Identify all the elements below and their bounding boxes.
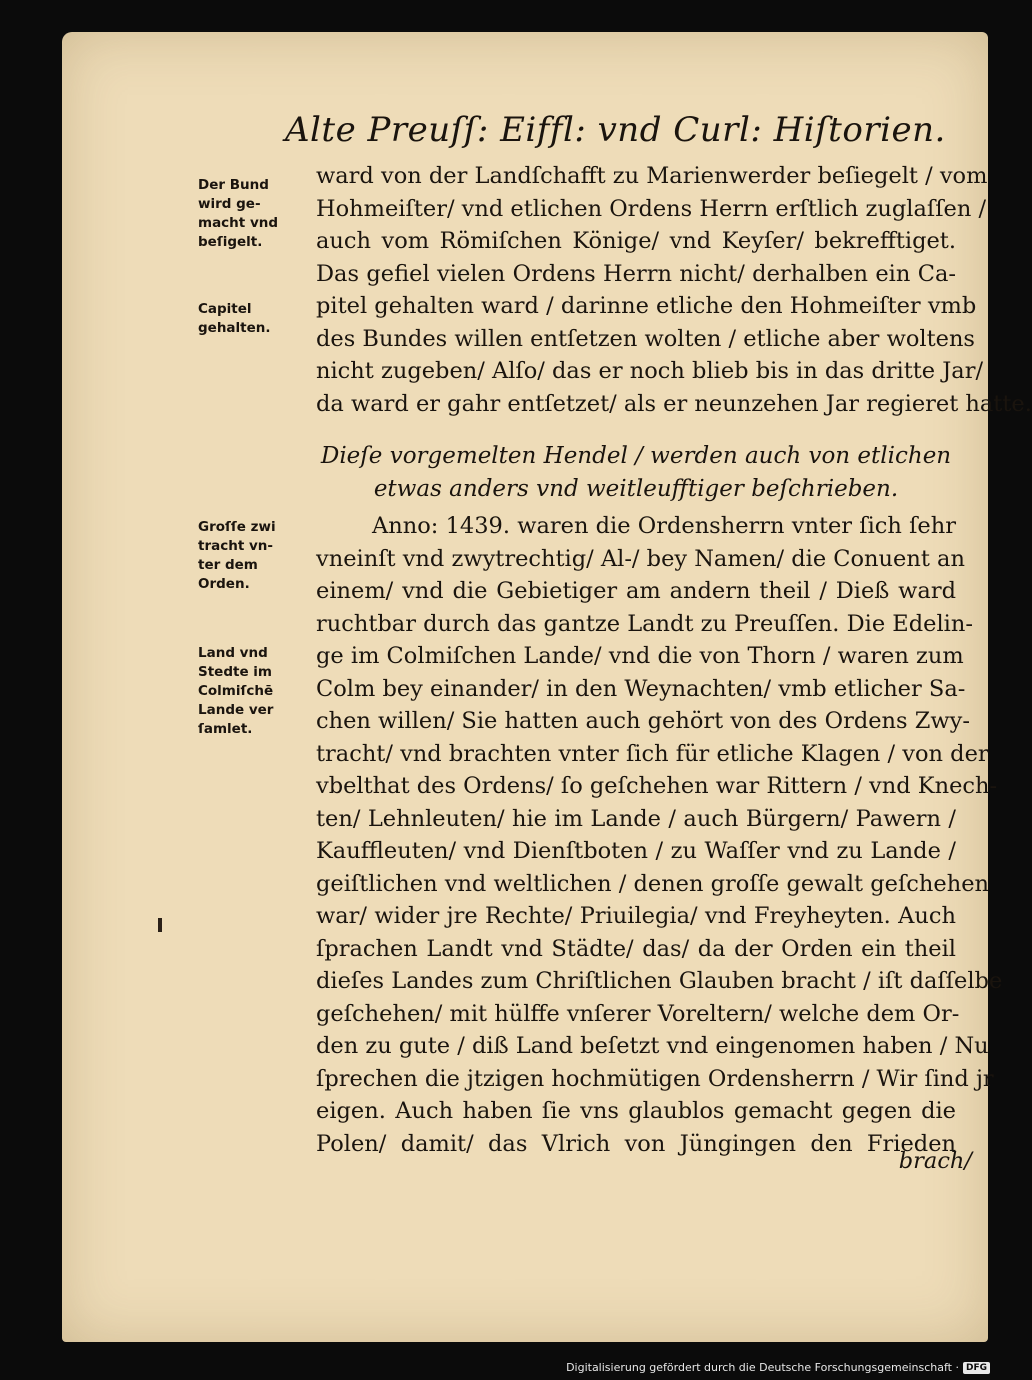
text-line: ruchtbar durch das gantze Landt zu Preuſſen. Die Edelin- — [316, 610, 973, 637]
dfg-logo: DFG — [963, 1362, 990, 1374]
text-line: chen willen/ Sie hatten auch gehört von des Ordens Zwy- — [316, 708, 970, 734]
margin-note-line: Lande ver — [198, 702, 274, 718]
text-line: den zu gute / diß Land beſetzt vnd eingenomen haben / Nu — [316, 1033, 989, 1059]
heading-line: Dieſe vorgemelten Hendel / werden auch von etlichen — [320, 443, 952, 469]
ink-mark — [158, 918, 162, 932]
text-line: vneinſt vnd zwytrechtig/ Al-/ bey Namen/ die Conuent an — [316, 545, 965, 572]
margin-note-line: Orden. — [198, 576, 250, 592]
text-line: des Bundes willen entſetzen wolten / etliche aber woltens — [316, 325, 975, 352]
text-line: geſchehen/ mit hülffe vnſerer Voreltern/ welche dem Or- — [316, 1000, 960, 1027]
text-line: Das gefiel vielen Ordens Herrn nicht/ derhalben ein Ca- — [316, 260, 956, 287]
margin-note-line: Capitel — [198, 301, 252, 317]
margin-note-line: Land vnd — [198, 645, 268, 661]
text-line: Hohmeiſter/ vnd etlichen Ordens Herrn erſtlich zuglaſſen / — [316, 195, 987, 222]
margin-note-zwitracht — [198, 518, 310, 594]
margin-note-line: Stedte im — [198, 664, 272, 680]
text-line: Colm bey einander/ in den Weynachten/ vmb etlicher Sa- — [316, 675, 966, 702]
text-line: Polen/ damit/ das Vlrich von Jüngingen den Frieden — [316, 1130, 956, 1157]
margin-note-capitel — [198, 300, 310, 338]
text-line: da ward er gahr entſetzet/ als er neunzehen Jar regieret hatte. — [316, 390, 1032, 417]
text-line: dieſes Landes zum Chriſtlichen Glauben bracht / iſt daſſelbe — [316, 968, 1003, 994]
running-header: Alte Preuſſ: Eiffl: vnd Curl: Hiſtorien. — [285, 110, 946, 150]
margin-note-line: Groſſe zwi — [198, 519, 276, 535]
text-line: Kauffleuten/ vnd Dienſtboten / zu Waſſer vnd zu Lande / — [316, 838, 956, 864]
margin-note-line: Colmiſchē — [198, 683, 274, 699]
text-line: nicht zugeben/ Alſo/ das er noch blieb bis in das dritte Jar/ — [316, 358, 984, 384]
text-line: ten/ Lehnleuten/ hie im Lande / auch Bürgern/ Pawern / — [316, 805, 956, 832]
text-line: geiſtlichen vnd weltlichen / denen groſſe gewalt geſchehen — [316, 870, 990, 897]
margin-note-line: ſamlet. — [198, 721, 253, 737]
catchword: brach/ — [898, 1148, 972, 1174]
margin-note-line: ter dem — [198, 557, 258, 573]
text-line: vbelthat des Ordens/ ſo geſchehen war Rittern / vnd Knech- — [316, 773, 998, 799]
text-line: eigen. Auch haben ſie vns glaublos gemacht gegen die — [316, 1098, 956, 1124]
margin-note-colm — [198, 644, 310, 739]
paragraph-2 — [316, 510, 1003, 1160]
text-line: pitel gehalten ward / darinne etliche den Hohmeiſter vmb — [316, 293, 977, 319]
margin-note-line: macht vnd — [198, 215, 279, 231]
footer-credit — [566, 1361, 990, 1374]
margin-note-line: beſigelt. — [198, 234, 263, 250]
heading-line: etwas anders vnd weitleufftiger beſchrieben. — [373, 475, 899, 502]
section-heading — [316, 440, 956, 505]
text-line: tracht/ vnd brachten vnter ſich für etliche Klagen / von der — [316, 740, 989, 767]
margin-note-bund — [198, 176, 310, 252]
text-line: auch vom Römiſchen Könige/ vnd Keyſer/ bekrefftiget. — [316, 228, 956, 254]
footer-text: Digitalisierung gefördert durch die Deutsche Forschungsgemeinschaft · — [566, 1361, 959, 1374]
text-line: ward von der Landſchafft zu Marienwerder beſiegelt / vom — [316, 163, 988, 189]
text-line: einem/ vnd die Gebietiger am andern theil / Dieß ward — [316, 578, 956, 604]
text-line: ſprechen die jtzigen hochmütigen Ordensherrn / Wir ſind jr — [316, 1065, 994, 1092]
paragraph-1 — [316, 160, 1032, 420]
margin-note-line: Der Bund — [198, 177, 269, 193]
text-line: ge im Colmiſchen Lande/ vnd die von Thorn / waren zum — [316, 643, 964, 669]
text-line: war/ wider jre Rechte/ Priuilegia/ vnd Freyheyten. Auch — [316, 903, 956, 929]
margin-note-line: wird ge- — [198, 196, 261, 212]
margin-note-line: tracht vn- — [198, 538, 274, 554]
text-line: ſprachen Landt vnd Städte/ das/ da der Orden ein theil — [316, 935, 956, 962]
margin-note-line: gehalten. — [198, 320, 271, 336]
text-line: Anno: 1439. waren die Ordensherrn vnter ſich ſehr — [372, 513, 956, 539]
